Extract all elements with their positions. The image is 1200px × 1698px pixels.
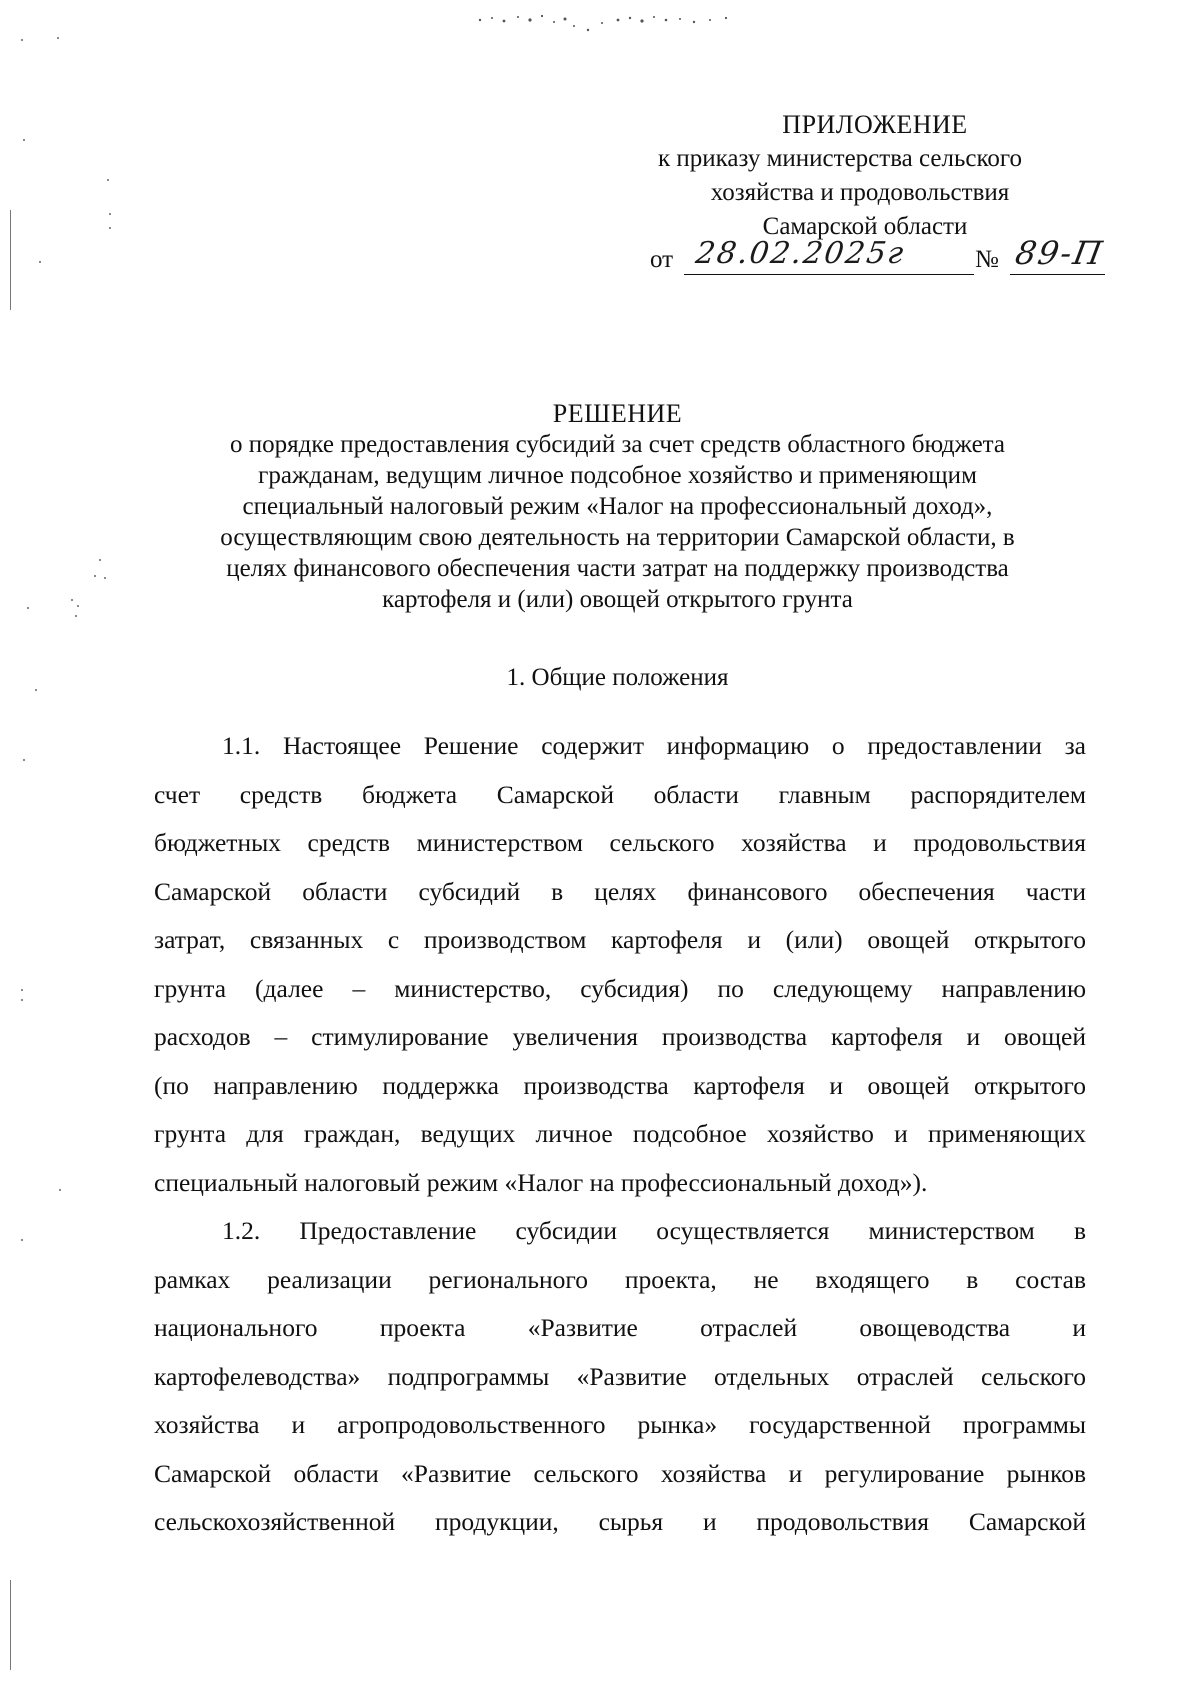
decision-subtitle-line: картофеля и (или) овощей открытого грунта (382, 586, 853, 613)
handwritten-date: 28.02.2025г (693, 236, 908, 271)
paragraph-line: счет средств бюджета Самарской области главным распорядителем (154, 779, 1086, 809)
decision-subtitle-line: специальный налоговый режим «Налог на профессиональный доход», (242, 493, 993, 520)
decision-subtitle-line: целях финансового обеспечения части затрат на поддержку производства (226, 555, 1009, 582)
order-date-number-row (650, 236, 1120, 280)
scan-margin-marks (0, 0, 120, 1698)
paragraph-1-1 (154, 722, 1086, 1207)
number-underline (1010, 274, 1105, 275)
decision-subtitle-line: гражданам, ведущим личное подсобное хозяйство и применяющим (258, 462, 977, 489)
section-title: 1. Общие положения (506, 664, 729, 691)
date-prefix: от (650, 246, 674, 273)
paragraph-1-2 (154, 1207, 1086, 1547)
paragraph-line: 1.2. Предоставление субсидии осуществляется министерством в (222, 1216, 1086, 1245)
paragraph-line: (по направлению поддержка производства картофеля и овощей открытого (154, 1070, 1086, 1100)
paragraph-line: рамках реализации регионального проекта, не входящего в состав (154, 1264, 1086, 1294)
number-label: № (975, 246, 999, 273)
decision-title: РЕШЕНИЕ (552, 399, 683, 428)
paragraph-line: Самарской области «Развитие сельского хозяйства и регулирование рынков (154, 1458, 1086, 1488)
handwritten-number: 89-П (1012, 234, 1107, 272)
paragraph-line: сельскохозяйственной продукции, сырья и продовольствия Самарской (154, 1507, 1086, 1536)
paragraph-line: картофелеводства» подпрограммы «Развитие отдельных отраслей сельского (154, 1361, 1086, 1391)
paragraph-line: расходов – стимулирование увеличения производства картофеля и овощей (154, 1022, 1086, 1051)
appendix-line: к приказу министерства сельского (657, 145, 1022, 172)
paragraph-line: грунта для граждан, ведущих личное подсобное хозяйство и применяющих (154, 1119, 1086, 1148)
paragraph-line: национального проекта «Развитие отраслей овощеводства и (154, 1313, 1086, 1342)
appendix-title: ПРИЛОЖЕНИЕ (782, 110, 968, 139)
decision-subtitle-line: о порядке предоставления субсидий за счет средств областного бюджета (229, 431, 1006, 458)
decision-heading (150, 398, 1085, 615)
decision-subtitle-line: осуществляющим свою деятельность на территории Самарской области, в (220, 524, 1015, 551)
paragraph-line: грунта (далее – министерство, субсидия) по следующему направлению (154, 973, 1086, 1003)
appendix-header (620, 108, 1120, 244)
body-text (154, 722, 1086, 1547)
paragraph-line: затрат, связанных с производством картофеля и (или) овощей открытого (154, 925, 1086, 954)
paragraph-line: специальный налоговый режим «Налог на профессиональный доход»). (154, 1167, 928, 1197)
paragraph-line: 1.1. Настоящее Решение содержит информацию о предоставлении за (222, 731, 1086, 760)
paragraph-line: хозяйства и агропродовольственного рынка» государственной программы (154, 1410, 1086, 1439)
scan-speckle (470, 8, 740, 38)
appendix-line: Самарской области (762, 213, 968, 240)
paragraph-line: бюджетных средств министерством сельского хозяйства и продовольствия (154, 828, 1086, 857)
appendix-line: хозяйства и продовольствия (710, 179, 1010, 206)
date-underline (684, 274, 974, 275)
paragraph-line: Самарской области субсидий в целях финансового обеспечения части (154, 876, 1086, 906)
